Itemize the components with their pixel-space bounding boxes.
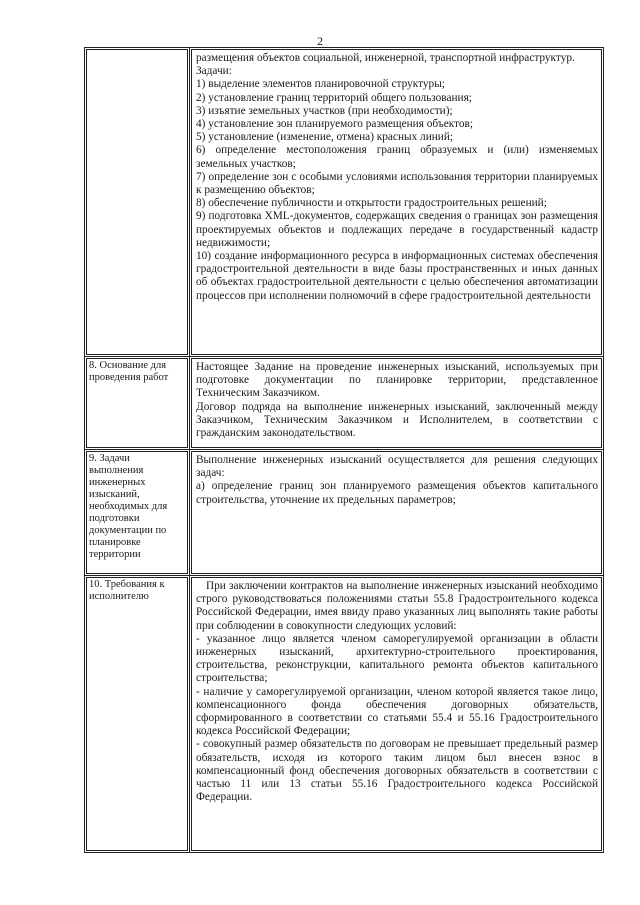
paragraph: Договор подряда на выполнение инженерных изысканий, заключенный между Заказчиком, Техническим Заказчиком и Исполнителем, в соответствии с гражданским законодательством. (196, 400, 598, 440)
paragraph: При заключении контрактов на выполнение инженерных изысканий необходимо строго руководствоваться положениями статьи 55.8 Градостроительного кодекса Российской Федерации, имея ввиду право указанных лиц выполнять такие работы при соблюдении в совокупности следующих условий: (196, 580, 598, 632)
terms-of-reference-table (84, 47, 604, 853)
list-item: 7) определение зон с особыми условиями использования территории планируемых к размещению объектов; (196, 170, 598, 197)
list-item: 2) установление границ территорий общего пользования; (196, 91, 472, 104)
list-item: 6) определение местоположения границ образуемых и (или) изменяемых земельных участков; (196, 144, 598, 170)
table-row (85, 576, 604, 853)
list-item: 9) подготовка XML-документов, содержащих сведения о границах зон размещения проектируемых объектов и подлежащих передаче в государственный кадастр недвижимости; (196, 210, 598, 249)
row-label-cell (85, 450, 190, 576)
list-item: 8) обеспечение публичности и открытости градостроительных решений; (196, 197, 547, 210)
list-item: 10) создание информационного ресурса в информационных системах обеспечения градостроительной деятельности в виде базы пространственных и иных данных об объектах градостроительной деятельности с целью обеспечения автоматизации процессов при исполнении полномочий в сфере градостроительной деятельности (196, 250, 598, 302)
row-content (191, 451, 602, 574)
row-content-cell (190, 450, 604, 576)
list-item: 3) изъятие земельных участков (при необходимости); (196, 104, 453, 117)
paragraph: Задачи: (196, 65, 232, 78)
table-row (85, 48, 604, 357)
paragraph: Выполнение инженерных изысканий осуществляется для решения следующих задач: (196, 454, 598, 480)
row-label: 8. Основание для проведения работ (86, 358, 188, 448)
list-item: 5) установление (изменение, отмена) красных линий; (196, 131, 454, 144)
list-item: 4) установление зон планируемого размещения объектов; (196, 118, 473, 131)
row-label: 10. Требования к исполнителю (86, 577, 188, 851)
list-item: - указанное лицо является членом саморегулируемой организации в области инженерных изысканий, архитектурно-строительного проектирования, строительства, реконструкции, капитального ремонта объектов капитального строительства; (196, 632, 598, 685)
list-item: 1) выделение элементов планировочной структуры; (196, 78, 445, 91)
row-content (191, 49, 602, 355)
row-content-cell (190, 48, 604, 357)
row-content (191, 358, 602, 448)
row-content-cell (190, 576, 604, 853)
list-item: - наличие у саморегулируемой организации, членом которой является такое лицо, компенсационного фонда обеспечения договорных обязательств, сформированного в соответствии со статьями 55.4 и 55.16 Градостроительного кодекса Российской Федерации; (196, 685, 598, 738)
row-label-cell (85, 48, 190, 357)
row-label: 9. Задачи выполнения инженерных изысканий, необходимых для подготовки документации по планировке территории (86, 451, 188, 574)
table-row (85, 357, 604, 450)
list-item: а) определение границ зон планируемого размещения объектов капитального строительства, уточнение их предельных параметров; (196, 480, 598, 506)
page-number: 2 (317, 34, 323, 48)
list-item: - совокупный размер обязательств по договорам не превышает предельный размер обязательств, исходя из которого таким лицом был внесен взнос в компенсационный фонд обеспечения договорных обязательств в соответствии с частью 11 или 13 статьи 55.16 Градостроительного кодекса Российской Федерации. (196, 738, 598, 804)
row-content-cell (190, 357, 604, 450)
row-label-cell (85, 357, 190, 450)
row-content (191, 577, 602, 851)
row-label-cell (85, 576, 190, 853)
paragraph: размещения объектов социальной, инженерной, транспортной инфраструктур. (196, 52, 575, 64)
paragraph: Настоящее Задание на проведение инженерных изысканий, используемых при подготовке документации по планировке территории, представленное Техническим Заказчиком. (196, 361, 598, 400)
table-row (85, 450, 604, 576)
row-label (86, 49, 188, 355)
